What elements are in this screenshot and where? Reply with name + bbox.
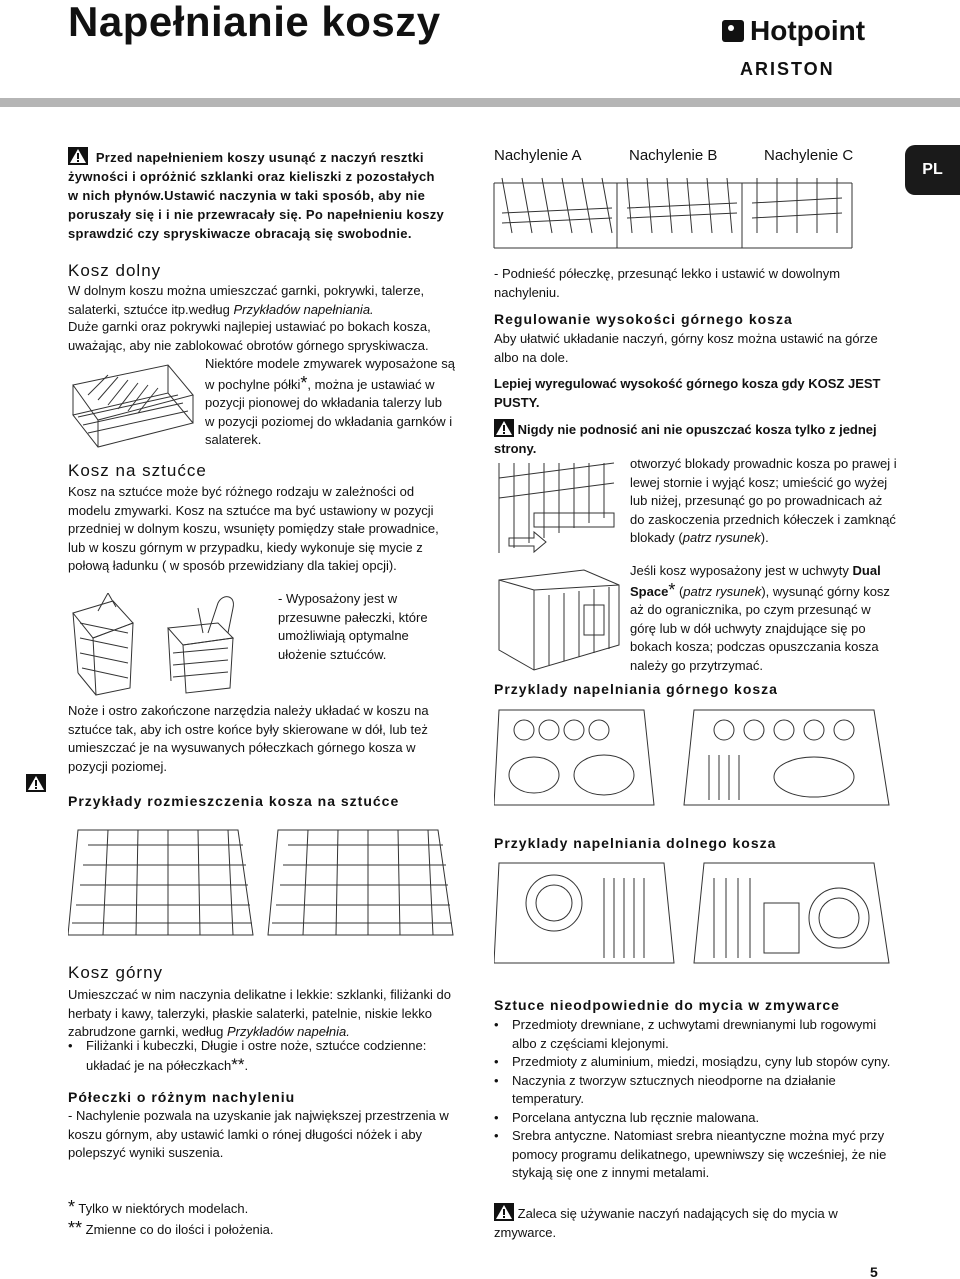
kosz-dolny-p3-text-2: , można je ustawiać w pozycji pionowej do wkładania talerzy lub w pozycji poziomej do wkładania garnków i salaterek. (205, 376, 453, 447)
warning-icon (26, 774, 46, 792)
regulowanie-p4-paren: ( (675, 583, 684, 599)
warning-icon (68, 147, 88, 165)
kosz-dolny-p3 (205, 355, 455, 450)
warning-icon (494, 419, 514, 437)
regulowanie-p3-end: ). (760, 530, 769, 545)
kosz-sztucce-heading: Kosz na sztućce (68, 461, 207, 480)
page-title: Napełnianie koszy (68, 0, 441, 45)
regulowanie-warn-text: Nigdy nie podnosić ani nie opuszczać kosza tylko z jednej strony. (494, 422, 877, 456)
poleczki-heading: Półeczki o różnym nachyleniu (68, 1089, 296, 1105)
unsuitable-warn-text: Zaleca się używanie naczyń nadających się do mycia w zmywarce. (494, 1206, 838, 1240)
kosz-sztucce-side-note: - Wyposażony jest w przesuwne pałeczki, które umożliwiają optymalne ułożenie sztućców. (278, 591, 428, 662)
list-item (68, 1037, 458, 1075)
kosz-dolny-p1-italic: Przykładów napełniania. (233, 301, 374, 317)
page-number: 5 (870, 1264, 878, 1279)
tilt-labels (494, 147, 894, 167)
warning-intro-text: Przed napełnieniem koszy usunąć z naczyń resztki żywności i opróżnić szklanki oraz kieliszki z pozostałych w nich płynów.Ustawić naczynia w taki sposób, aby nie poruszały się i i nie przewracały się. Po napełnieniu koszy sprawdzić czy spryskiwacze obracają się swobodnie. (68, 150, 445, 241)
dual-space-label: Dual Space (630, 563, 881, 599)
list-item: • Przedmioty drewniane, z uchwytami drewnianymi lub rogowymi albo z częściami klejonymi. (494, 1016, 899, 1053)
asterisk-mark: ** (231, 1054, 245, 1074)
examples-lower-heading: Przyklady napelniania dolnego kosza (494, 835, 777, 851)
unsuitable-heading: Sztuce nieodpowiednie do mycia w zmywarce (494, 997, 840, 1013)
brand-top: Hotpoint (750, 15, 866, 46)
list-item-end: . (244, 1057, 249, 1073)
warning-intro (68, 147, 448, 243)
poleczki-p1: - Nachylenie pozwala na uzyskanie jak największej przestrzenia w koszu górnym, aby ustawić lamki o rónej długości nóżek i aby polepszyć wyniki suszenia. (68, 1108, 449, 1160)
kosz-dolny-p1 (68, 282, 453, 319)
regulowanie-p3 (630, 455, 900, 548)
logo-mark-icon (722, 20, 744, 42)
regulowanie-p4-italic: patrz rysunek (683, 583, 762, 599)
header-divider (0, 98, 960, 107)
warning-icon (494, 1203, 514, 1221)
cutlery-examples-illustration (68, 815, 458, 960)
kosz-gorny-list (68, 1037, 458, 1075)
regulowanie-p3-text: otworzyć blokady prowadnic kosza po prawej i lewej stornie i wyjąć kosz; umieścić go wyżej lub niżej, przesunąć go po prowadnicach aż do zaskoczenia przednich kółeczek i zamknąć blokady ( (630, 456, 897, 545)
lower-basket-examples-illustration (494, 858, 894, 968)
regulowanie-p1: Aby ułatwić układanie naczyń, górny kosz można ustawić na górze albo na dole. (494, 331, 878, 365)
lower-basket-illustration (68, 355, 198, 450)
regulowanie-heading: Regulowanie wysokości górnego kosza (494, 311, 793, 327)
footnote-1-text: Tylko w niektórych modelach. (75, 1201, 249, 1216)
footnote-2-text: Zmienne co do ilości i położenia. (82, 1222, 274, 1237)
asterisk-mark: * (68, 1197, 76, 1217)
tilt-label-b: Nachylenie B (629, 147, 718, 164)
brand-bottom: ARISTON (740, 59, 835, 79)
tilt-label-c: Nachylenie C (764, 147, 854, 164)
asterisk-mark: * (668, 579, 676, 600)
kosz-gorny-p1-italic: Przykładów napełnia. (227, 1024, 350, 1039)
brand-logo (722, 14, 872, 82)
language-tab: PL (905, 145, 960, 195)
tilt-note: - Podnieść półeczkę, przesunąć lekko i ustawić w dowolnym nachyleniu. (494, 266, 841, 300)
knife-note: Noże i ostro zakończone narzędzia należy układać w koszu na sztućce tak, aby ich ostre końce były skierowane w dół, lub też umieszczać je na wysuwanych półeczkach górnego kosza w pozycji poziomej. (68, 703, 429, 774)
kosz-gorny-p1-text: Umieszczać w nim naczynia delikatne i lekkie: szklanki, filiżanki do herbaty i kawy, talerzyki, płaskie salaterki, patelnie, niskie lekko zabrudzone garnki, według (68, 987, 451, 1039)
list-item: • Przedmioty z aluminium, miedzi, mosiądzu, cyny lub stopów cyny. (494, 1053, 899, 1072)
footnote-2 (68, 1219, 274, 1240)
upper-basket-examples-illustration (494, 705, 894, 815)
tilt-label-a: Nachylenie A (494, 147, 582, 164)
list-item: • Naczynia z tworzyw sztucznych nieodporne na działanie temperatury. (494, 1072, 899, 1109)
tilt-shelves-illustration (492, 173, 862, 258)
kosz-dolny-p2: Duże garnki oraz pokrywki najlepiej ustawiać po bokach kosza, uważając, aby nie zablokować obrotów górnego spryskiwacza. (68, 319, 431, 353)
list-item-text: Filiżanki i kubeczki, Długie i ostre noże, sztućce codzienne: układać je na półeczkach (86, 1038, 427, 1073)
kosz-dolny-p3-text: Niektóre modele zmywarek wyposażone są w pochylne półki (205, 356, 455, 392)
asterisk-mark: ** (68, 1218, 83, 1238)
kosz-sztucce-p1: Kosz na sztućce może być różnego rodzaju w zależności od modelu zmywarki. Kosz na sztućce ma być ustawiony w pozycji przedniej w dolnym koszu, wsunięty pomiędzy stałe prowadnice, lub w koszu górnym w przypadku, kiedy wykonuje się mycie z połową ładunku ( w sposób przewidziany dla takiej opcji). (68, 484, 439, 573)
list-item: • Srebra antyczne. Natomiast srebra nieantyczne można myć przy pomocy programu delikatnego, upewniwszy się wcześniej, że nie stykają się one z innymi metalami. (494, 1127, 899, 1183)
regulowanie-p2: Lepiej wyregulować wysokość górnego kosza gdy KOSZ JEST PUSTY. (494, 376, 881, 410)
regulowanie-p4 (630, 562, 900, 675)
regulowanie-p4-text: Jeśli kosz wyposażony jest w uchwyty (630, 563, 853, 578)
regulowanie-p3-italic: patrz rysunek (682, 530, 761, 545)
kosz-gorny-heading: Kosz górny (68, 963, 164, 982)
kosz-dolny-heading: Kosz dolny (68, 261, 162, 280)
list-item: • Porcelana antyczna lub ręcznie malowana. (494, 1109, 899, 1128)
asterisk-mark: * (300, 372, 308, 393)
examples-upper-heading: Przyklady napelniania górnego kosza (494, 681, 778, 697)
cutlery-basket-illustration (68, 593, 268, 698)
unsuitable-list (494, 1016, 899, 1183)
dual-space-illustration (494, 565, 624, 675)
unsuitable-warn (494, 1203, 894, 1242)
regulowanie-p4-text-2: ), wysunąć górny kosz aż do ogranicznika, po czym przesunąć w górę lub w dół uchwyty znajdujące się po bokach kosza; podczas opuszczania kosza należy go przytrzymać. (630, 583, 890, 673)
rail-lock-illustration (494, 458, 624, 556)
kosz-dolny-p1-text: W dolnym koszu można umieszczać garnki, pokrywki, talerze, salaterki, sztućce itp.według (68, 283, 425, 317)
regulowanie-warn (494, 419, 894, 458)
examples-cutlery-heading: Przykłady rozmieszczenia kosza na sztućce (68, 793, 400, 809)
kosz-gorny-p1 (68, 986, 458, 1042)
footnote-1 (68, 1198, 248, 1219)
